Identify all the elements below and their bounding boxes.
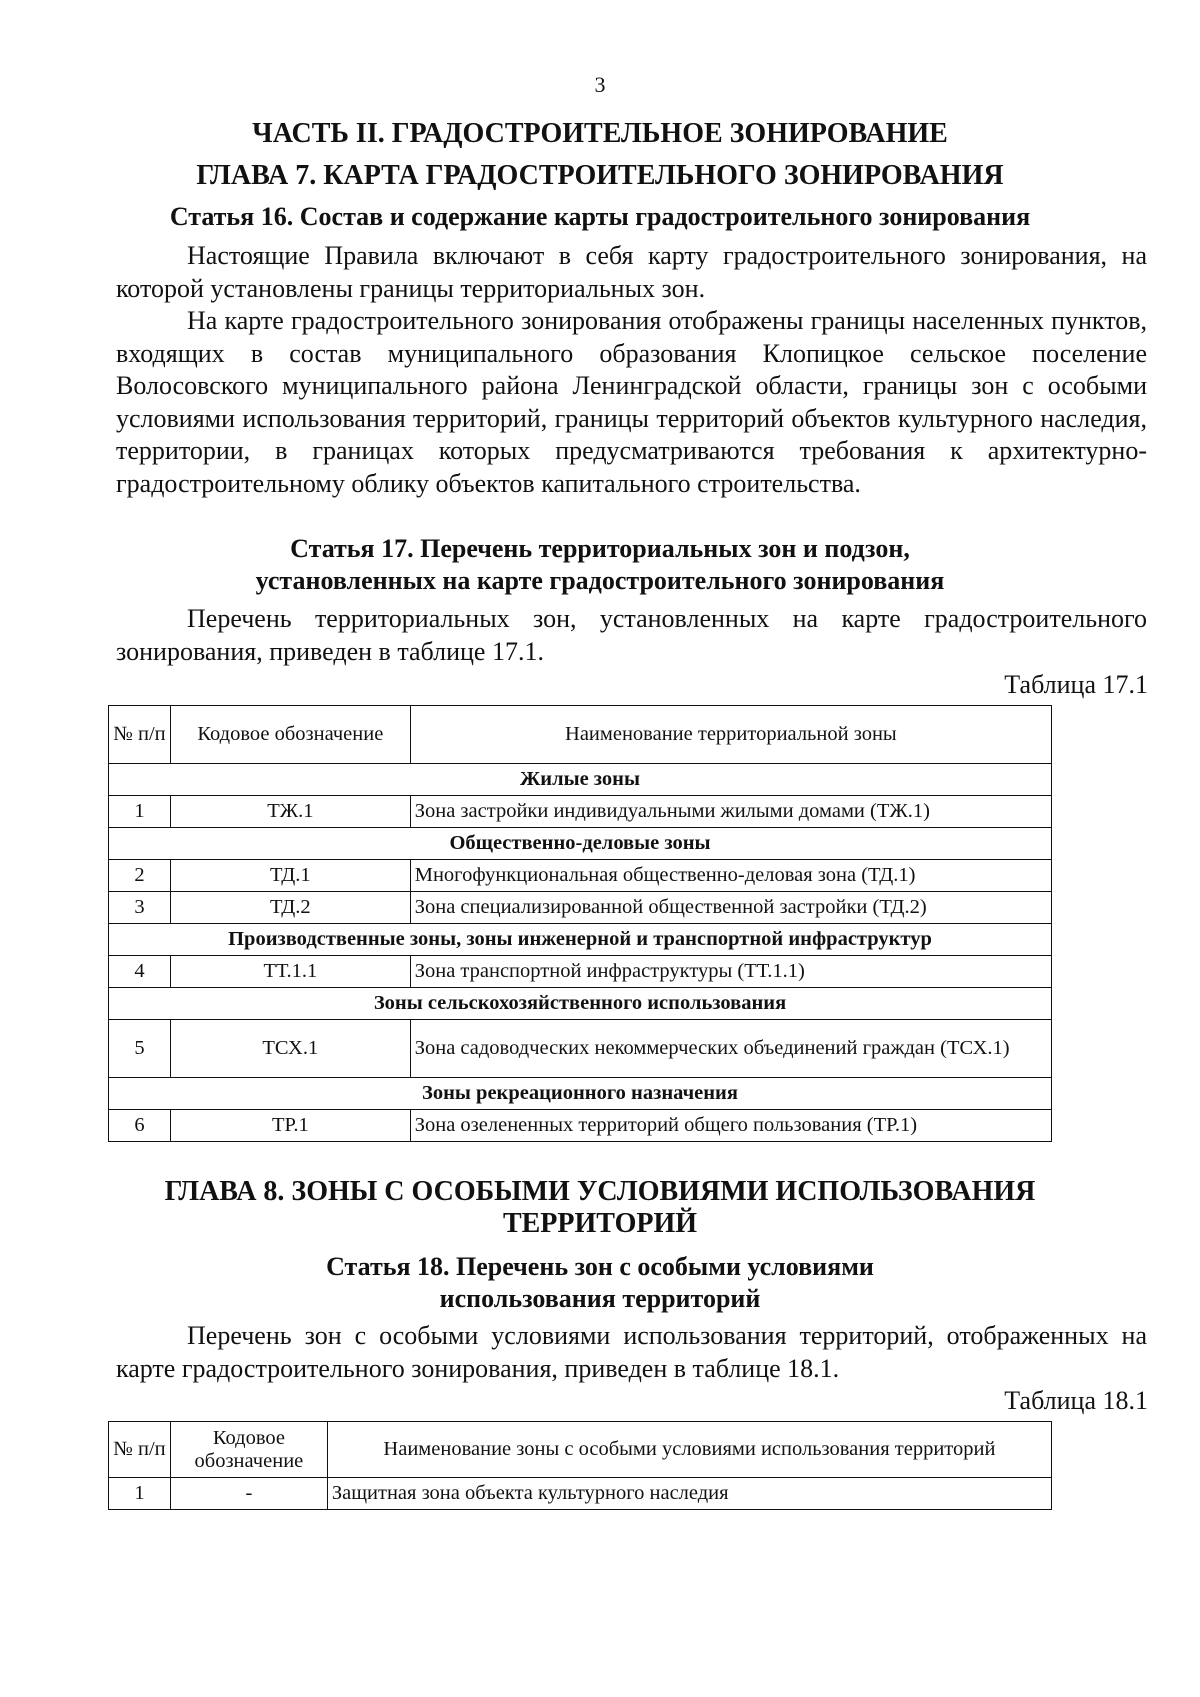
table-row: 1 ТЖ.1 Зона застройки индивидуальными жилыми домами (ТЖ.1) — [109, 796, 1052, 828]
article-16-paragraph-1: Настоящие Правила включают в себя карту градостроительного зонирования, на которой установлены границы территориальных зон. — [116, 241, 1147, 303]
article-18-paragraph: Перечень зон с особыми условиями использования территорий, отображенных на карте градостроительного зонирования, приведен в таблице 18.1. — [116, 1321, 1147, 1383]
table-18-caption: Таблица 18.1 — [1004, 1386, 1148, 1415]
table-17-caption: Таблица 17.1 — [1004, 670, 1148, 699]
chapter-8-title-line-1: ГЛАВА 8. ЗОНЫ С ОСОБЫМИ УСЛОВИЯМИ ИСПОЛЬЗОВАНИЯ — [164, 1176, 1036, 1207]
header-code: Кодовое обозначение — [170, 706, 410, 764]
header-name: Наименование зоны с особыми условиями использования территорий — [327, 1422, 1051, 1478]
table-row: 2 ТД.1 Многофункциональная общественно-деловая зона (ТД.1) — [109, 860, 1052, 892]
article-17-title-line-2: установленных на карте градостроительного зонирования — [255, 566, 945, 595]
group-row: Производственные зоны, зоны инженерной и транспортной инфраструктур — [109, 924, 1052, 956]
chapter-7-title: ГЛАВА 7. КАРТА ГРАДОСТРОИТЕЛЬНОГО ЗОНИРОВАНИЯ — [196, 160, 1004, 191]
group-row: Общественно-деловые зоны — [109, 828, 1052, 860]
table-18 — [108, 1421, 1052, 1510]
table-row: 6 ТР.1 Зона озелененных территорий общего пользования (ТР.1) — [109, 1110, 1052, 1142]
article-16-title: Статья 16. Состав и содержание карты градостроительного зонирования — [169, 202, 1031, 231]
header-num: № п/п — [109, 1422, 171, 1478]
table-row: 5 ТСХ.1 Зона садоводческих некоммерческих объединений граждан (ТСХ.1) — [109, 1020, 1052, 1078]
chapter-8-title-line-2: ТЕРРИТОРИЙ — [502, 1208, 698, 1239]
header-num: № п/п — [109, 706, 171, 764]
group-row: Зоны сельскохозяйственного использования — [109, 988, 1052, 1020]
group-row: Жилые зоны — [109, 764, 1052, 796]
article-17-paragraph: Перечень территориальных зон, установленных на карте градостроительного зонирования, приведен в таблице 17.1. — [116, 604, 1147, 666]
header-code: Кодовое обозначение — [170, 1422, 327, 1478]
header-name: Наименование территориальной зоны — [410, 706, 1051, 764]
table-17 — [108, 705, 1052, 1142]
article-16-paragraph-2: На карте градостроительного зонирования отображены границы населенных пунктов, входящих в состав муниципального образования Клопицкое сельское поселение Волосовского муниципального района Ленинградской области, границы зон с особыми условиями использования территорий, границы территорий объектов культурного наследия, территории, в границах которых предусматриваются требования к архитектурно-градостроительному облику объектов капитального строительства. — [116, 306, 1147, 498]
table-row: 1 - Защитная зона объекта культурного наследия — [109, 1478, 1052, 1510]
page-number: 3 — [594, 72, 606, 97]
table-row: 3 ТД.2 Зона специализированной общественной застройки (ТД.2) — [109, 892, 1052, 924]
article-18-title-line-1: Статья 18. Перечень зон с особыми условиями — [326, 1252, 874, 1281]
group-row: Зоны рекреационного назначения — [109, 1078, 1052, 1110]
article-18-title-line-2: использования территорий — [439, 1284, 761, 1313]
table-row: 4 ТТ.1.1 Зона транспортной инфраструктуры (ТТ.1.1) — [109, 956, 1052, 988]
part-title: ЧАСТЬ II. ГРАДОСТРОИТЕЛЬНОЕ ЗОНИРОВАНИЕ — [252, 118, 948, 149]
table-18-header-row — [109, 1422, 1052, 1478]
table-17-header-row — [109, 706, 1052, 764]
article-17-title-line-1: Статья 17. Перечень территориальных зон и подзон, — [290, 534, 910, 563]
